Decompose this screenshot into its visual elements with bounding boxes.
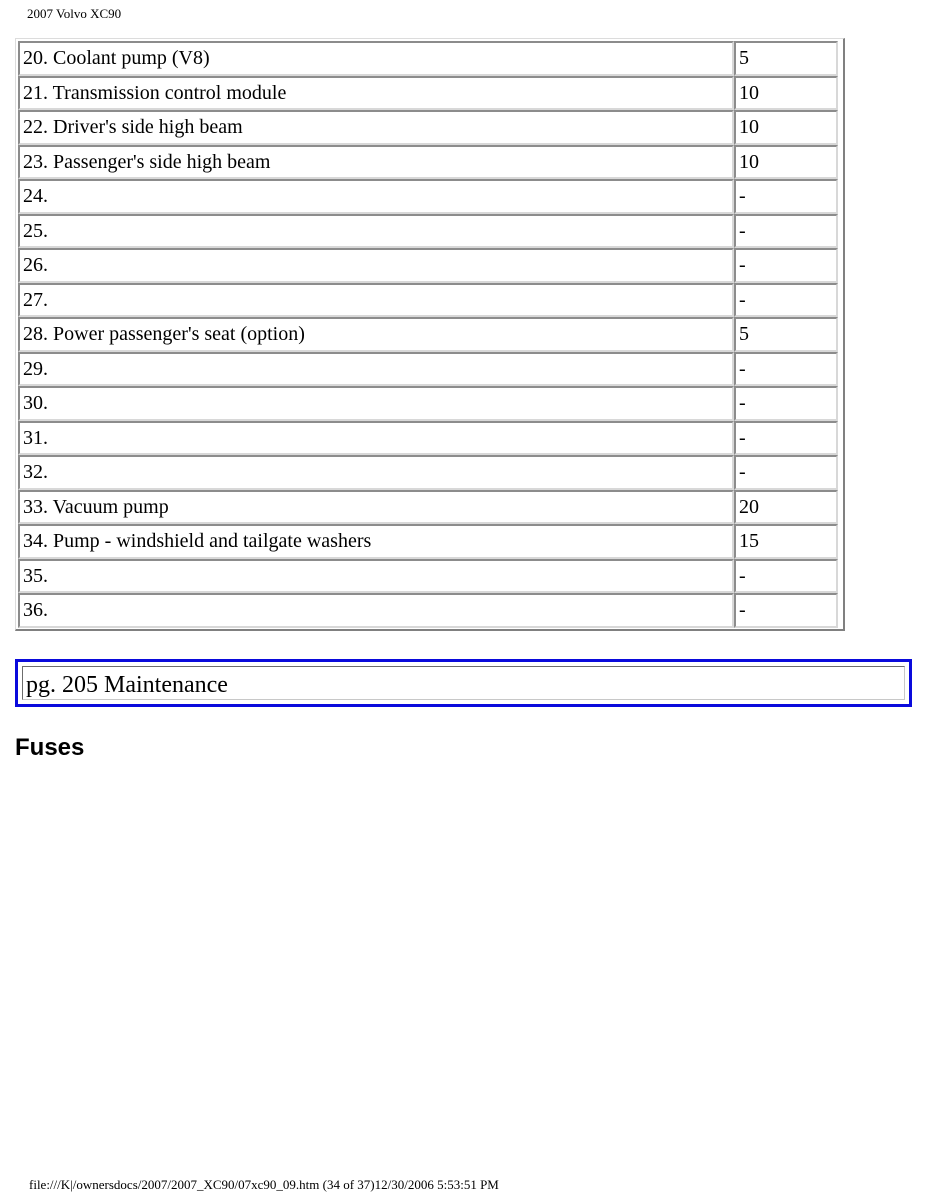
table-row bbox=[18, 110, 838, 145]
table-row bbox=[18, 455, 838, 490]
table-row bbox=[18, 559, 838, 594]
table-row bbox=[18, 76, 838, 111]
page-reference-box bbox=[15, 659, 912, 707]
table-row bbox=[18, 386, 838, 421]
fuse-amperage-cell: 5 bbox=[734, 317, 838, 352]
table-row bbox=[18, 283, 838, 318]
table-row bbox=[18, 41, 838, 76]
fuse-table-container bbox=[15, 38, 845, 631]
fuse-amperage-cell: 20 bbox=[734, 490, 838, 525]
fuse-amperage-cell: - bbox=[734, 283, 838, 318]
fuse-description-cell: 23. Passenger's side high beam bbox=[18, 145, 734, 180]
fuse-amperage-cell: - bbox=[734, 214, 838, 249]
fuse-description-cell: 20. Coolant pump (V8) bbox=[18, 41, 734, 76]
table-row bbox=[18, 421, 838, 456]
table-row bbox=[18, 593, 838, 628]
table-row bbox=[18, 490, 838, 525]
table-row bbox=[18, 248, 838, 283]
fuse-description-cell: 35. bbox=[18, 559, 734, 594]
table-row bbox=[18, 524, 838, 559]
fuse-description-cell: 34. Pump - windshield and tailgate washers bbox=[18, 524, 734, 559]
fuse-description-cell: 30. bbox=[18, 386, 734, 421]
fuse-amperage-cell: - bbox=[734, 455, 838, 490]
fuse-description-cell: 28. Power passenger's seat (option) bbox=[18, 317, 734, 352]
fuse-description-cell: 33. Vacuum pump bbox=[18, 490, 734, 525]
table-row bbox=[18, 145, 838, 180]
fuse-amperage-cell: - bbox=[734, 593, 838, 628]
fuse-description-cell: 29. bbox=[18, 352, 734, 387]
fuse-amperage-cell: 10 bbox=[734, 110, 838, 145]
fuse-description-cell: 32. bbox=[18, 455, 734, 490]
page-reference-inner-frame bbox=[22, 666, 905, 700]
page-reference-text: pg. 205 Maintenance bbox=[26, 672, 228, 698]
fuse-description-cell: 21. Transmission control module bbox=[18, 76, 734, 111]
fuse-description-cell: 27. bbox=[18, 283, 734, 318]
table-row bbox=[18, 352, 838, 387]
fuse-amperage-cell: - bbox=[734, 421, 838, 456]
fuse-description-cell: 26. bbox=[18, 248, 734, 283]
fuse-amperage-cell: - bbox=[734, 248, 838, 283]
fuse-amperage-cell: - bbox=[734, 559, 838, 594]
fuse-table bbox=[18, 41, 838, 628]
fuse-amperage-cell: 15 bbox=[734, 524, 838, 559]
fuse-amperage-cell: - bbox=[734, 179, 838, 214]
fuse-description-cell: 31. bbox=[18, 421, 734, 456]
fuse-amperage-cell: 10 bbox=[734, 76, 838, 111]
table-row bbox=[18, 317, 838, 352]
fuse-amperage-cell: - bbox=[734, 352, 838, 387]
section-heading: Fuses bbox=[15, 734, 85, 761]
table-row bbox=[18, 179, 838, 214]
fuse-description-cell: 36. bbox=[18, 593, 734, 628]
table-row bbox=[18, 214, 838, 249]
document-header-title: 2007 Volvo XC90 bbox=[27, 6, 122, 21]
fuse-amperage-cell: 5 bbox=[734, 41, 838, 76]
footer-file-path: file:///K|/ownersdocs/2007/2007_XC90/07xc90_09.htm (34 of 37)12/30/2006 5:53:51 PM bbox=[29, 1177, 499, 1192]
fuse-description-cell: 24. bbox=[18, 179, 734, 214]
fuse-amperage-cell: - bbox=[734, 386, 838, 421]
fuse-amperage-cell: 10 bbox=[734, 145, 838, 180]
fuse-description-cell: 22. Driver's side high beam bbox=[18, 110, 734, 145]
fuse-description-cell: 25. bbox=[18, 214, 734, 249]
